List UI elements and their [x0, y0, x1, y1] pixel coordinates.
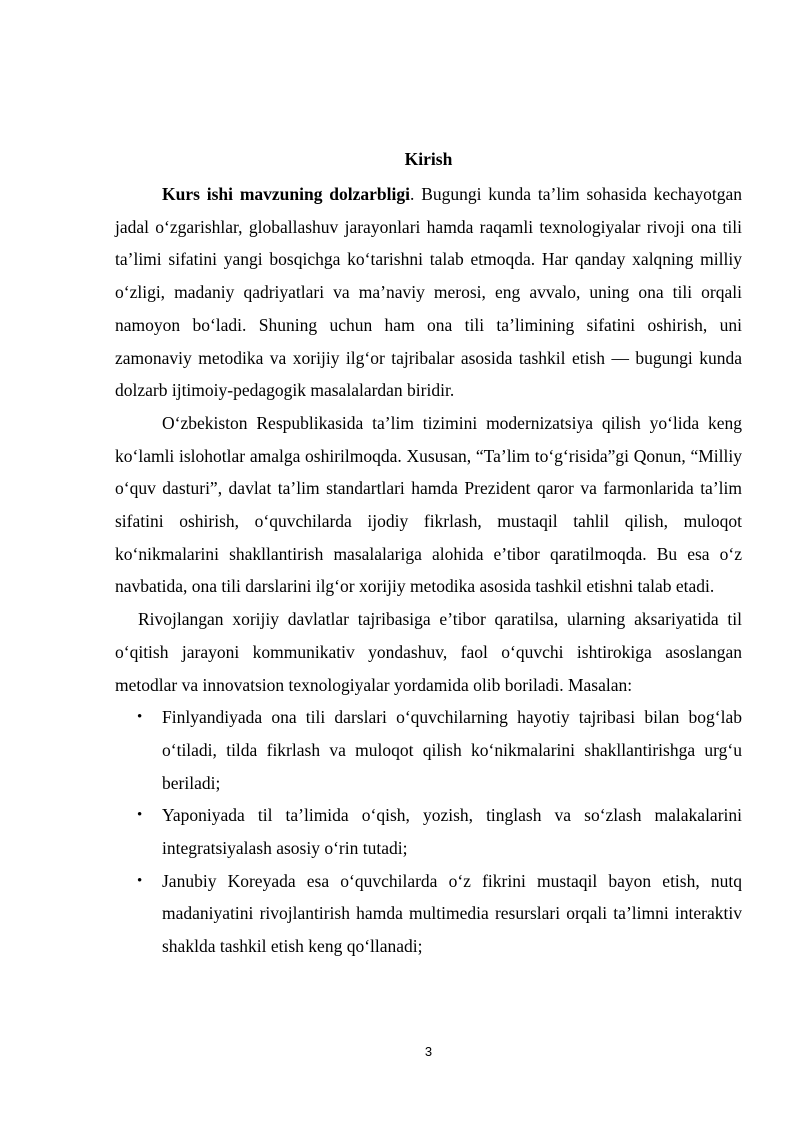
section-title: Kirish [404, 149, 453, 169]
list-item [115, 701, 742, 799]
list-item-text: Janubiy Koreyada esa o‘quvchilarda o‘z fikrini mustaqil bayon etish, nutq madaniyatini rivojlantirish hamda multimedia resurslari orqali ta’limni interaktiv shaklda tashkil etish keng qo‘llanadi; [162, 870, 742, 957]
paragraph-foreign-experience: Rivojlangan xorijiy davlatlar tajribasiga e’tibor qaratilsa, ularning aksariyatida til o‘qitish jarayoni kommunikativ yondashuv, faol o‘quvchi ishtirokiga asoslangan metodlar va innovatsion texnologiyalar yordamida olib boriladi. Masalan: [115, 609, 742, 695]
list-item-text: Yaponiyada til ta’limida o‘qish, yozish, tinglash va so‘zlash malakalarini integratsiyalash asosiy o‘rin tutadi; [162, 805, 742, 859]
list-item-text: Finlyandiyada ona tili darslari o‘quvchilarning hayotiy tajribasi bilan bog‘lab o‘tiladi, tilda fikrlash va muloqot qilish ko‘nikmalarini shakllantirishga urg‘u beriladi; [162, 707, 742, 793]
document-page [115, 0, 742, 1131]
bullet-icon: • [137, 872, 143, 889]
paragraph-relevance [115, 178, 742, 407]
document-body [115, 178, 742, 963]
list-item [115, 799, 742, 864]
paragraph-lead-bold: Kurs ishi mavzuning dolzarbligi [162, 184, 410, 204]
bullet-icon: • [137, 709, 143, 726]
paragraph-reforms: O‘zbekiston Respublikasida ta’lim tizimini modernizatsiya qilish yo‘lida keng ko‘lamli islohotlar amalga oshirilmoqda. Xususan, “Ta’lim to‘g‘risida”gi Qonun, “Milliy o‘quv dasturi”, davlat ta’lim standartlari hamda Prezident qaror va farmonlarida ta’lim sifatini oshirish, o‘quvchilarda ijodiy fikrlash, mustaqil tahlil qilish, muloqot ko‘nikmalarini shakllantirish masalalariga alohida e’tibor qaratilmoqda. Bu esa o‘z navbatida, ona tili darslarini ilg‘or xorijiy metodika asosida tashkil etishni talab etadi. [115, 412, 742, 597]
list-item [115, 865, 742, 963]
bullet-icon: • [137, 807, 143, 824]
paragraph-relevance-text: . Bugungi kunda ta’lim sohasida kechayotgan jadal o‘zgarishlar, globallashuv jarayonlari hamda raqamli texnologiyalar rivoji ona tili ta’limi sifatini yangi bosqichga ko‘tarishni talab etmoqda. Har qanday xalqning milliy o‘zligi, madaniy qadriyatlari va ma’naviy merosi, eng avvalo, uning ona tili orqali namoyon bo‘ladi. Shuning uchun ham ona tili ta’limining sifatini oshirish, uni zamonaviy metodika va xorijiy ilg‘or tajribalar asosida tashkil etish — bugungi kunda dolzarb ijtimoiy-pedagogik masalalardan biridir. [115, 184, 743, 401]
country-list [115, 701, 742, 963]
page-number: 3 [424, 1044, 433, 1059]
